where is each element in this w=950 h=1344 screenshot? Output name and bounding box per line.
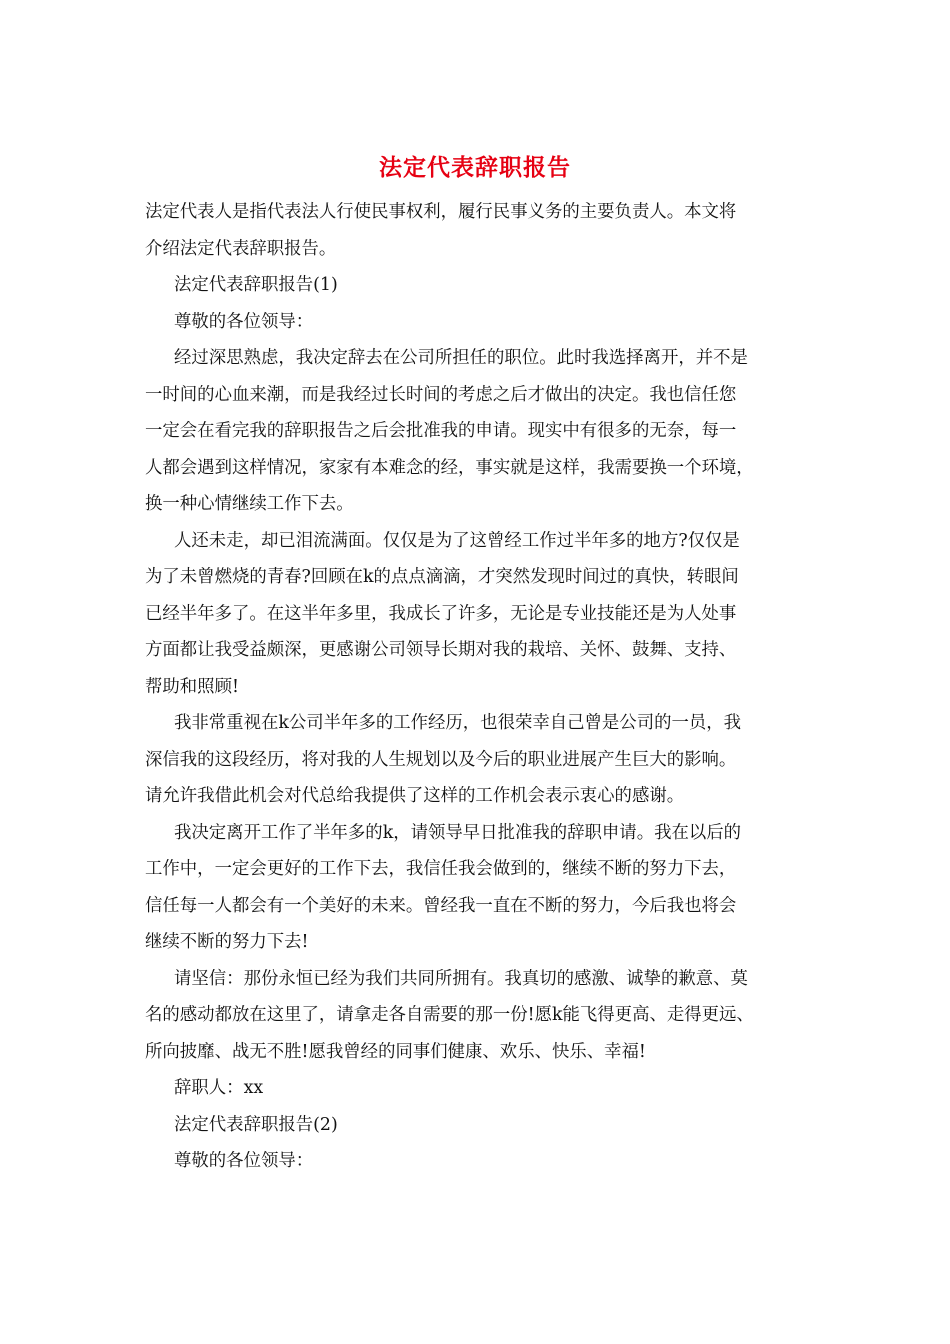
signature-line: 辞职人：xx	[174, 1078, 264, 1098]
paragraph-line: 名的感动都放在这里了，请拿走各自需要的那一份!愿k能飞得更高、走得更远、	[145, 1005, 754, 1025]
paragraph-line: 一定会在看完我的辞职报告之后会批准我的申请。现实中有很多的无奈，每一	[145, 421, 737, 441]
salutation-2: 尊敬的各位领导：	[174, 1151, 314, 1171]
section-heading-2: 法定代表辞职报告(2)	[174, 1114, 338, 1135]
paragraph-line: 换一种心情继续工作下去。	[145, 494, 354, 514]
paragraph-line: 请坚信：那份永恒已经为我们共同所拥有。我真切的感激、诚挚的歉意、莫	[174, 968, 748, 989]
paragraph-line: 我非常重视在k公司半年多的工作经历，也很荣幸自己曾是公司的一员，我	[174, 713, 742, 733]
document-title: 法定代表辞职报告	[379, 154, 571, 181]
paragraph-line: 人都会遇到这样情况，家家有本难念的经，事实就是这样，我需要换一个环境，	[145, 457, 754, 478]
salutation-1: 尊敬的各位领导：	[174, 311, 314, 332]
paragraph-line: 已经半年多了。在这半年多里，我成长了许多，无论是专业技能还是为人处事	[145, 603, 737, 624]
section-heading-1: 法定代表辞职报告(1)	[174, 275, 338, 295]
paragraph-line: 信任每一人都会有一个美好的未来。曾经我一直在不断的努力，今后我也将会	[145, 895, 737, 916]
paragraph-line: 一时间的心血来潮，而是我经过长时间的考虑之后才做出的决定。我也信任您	[145, 384, 737, 405]
paragraph-line: 继续不断的努力下去!	[145, 932, 309, 952]
paragraph-line: 帮助和照顾!	[145, 676, 239, 697]
paragraph-line: 深信我的这段经历，将对我的人生规划以及今后的职业进展产生巨大的影响。	[145, 749, 737, 770]
paragraph-line: 所向披靡、战无不胜!愿我曾经的同事们健康、欢乐、快乐、幸福!	[145, 1041, 646, 1062]
paragraph-line: 人还未走，却已泪流满面。仅仅是为了这曾经工作过半年多的地方?仅仅是	[174, 530, 740, 551]
intro-line-1: 法定代表人是指代表法人行使民事权利，履行民事义务的主要负责人。本文将	[145, 202, 737, 222]
paragraph-line: 我决定离开工作了半年多的k，请领导早日批准我的辞职申请。我在以后的	[174, 822, 742, 843]
paragraph-line: 方面都让我受益颇深，更感谢公司领导长期对我的栽培、关怀、鼓舞、支持、	[145, 640, 737, 660]
paragraph-line: 工作中，一定会更好的工作下去，我信任我会做到的，继续不断的努力下去，	[145, 859, 737, 879]
document-body	[145, 194, 815, 1180]
paragraph-line: 为了未曾燃烧的青春?回顾在k的点点滴滴，才突然发现时间过的真快，转眼间	[145, 567, 739, 587]
paragraph-line: 经过深思熟虑，我决定辞去在公司所担任的职位。此时我选择离开，并不是	[174, 348, 748, 368]
paragraph-line: 请允许我借此机会对代总给我提供了这样的工作机会表示衷心的感谢。	[145, 786, 685, 806]
intro-line-2: 介绍法定代表辞职报告。	[145, 238, 337, 259]
